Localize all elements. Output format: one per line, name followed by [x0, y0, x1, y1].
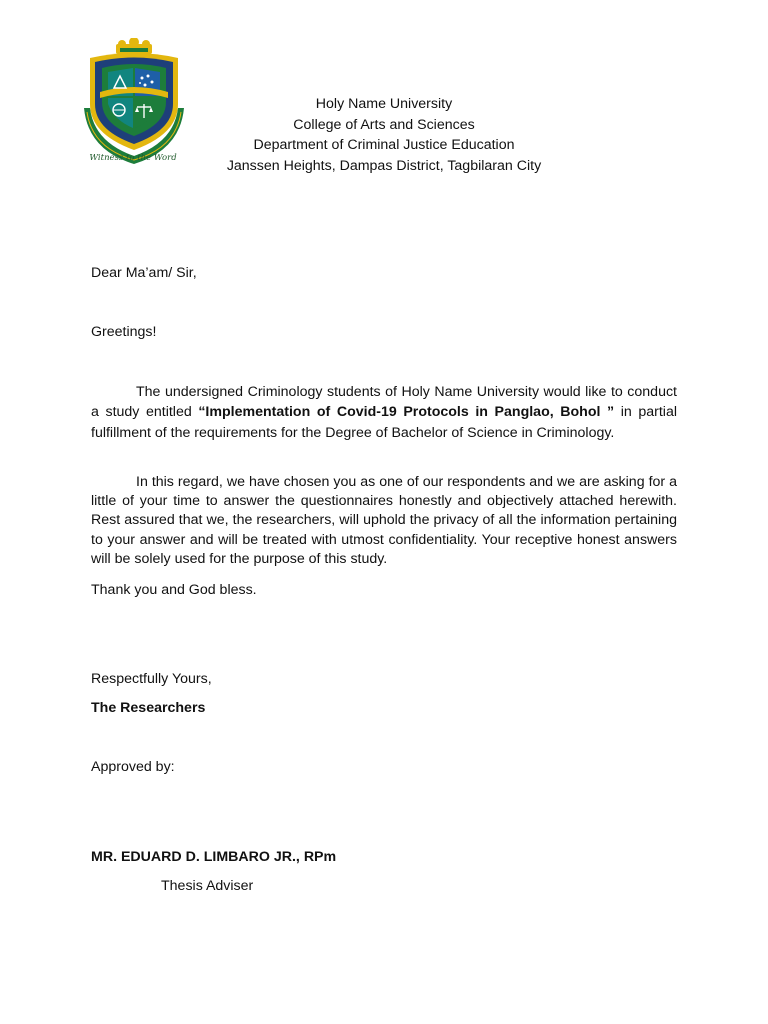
university-name: Holy Name University [315, 96, 453, 112]
greeting: Greetings! [91, 324, 157, 340]
address: Janssen Heights, Dampas District, Tagbilaran City [226, 157, 542, 174]
logo-motto: Witness to the Word [89, 153, 177, 163]
adviser-title: Thesis Adviser [161, 878, 254, 894]
adviser-name: MR. EDUARD D. LIMBARO JR., RPm [91, 849, 337, 865]
university-logo [82, 38, 186, 172]
paragraph-respondents-text: In this regard, we have chosen you as one of our respondents and we are asking for a little of your time to answer the questionnaires honestly and objectively attached herewith. Rest assured that we, the researchers, will uphold the privacy of all the information pertaining to your answer and will be treated with utmost confidentiality. Your receptive honest answers will be solely used for the purpose of this study. [91, 474, 677, 567]
paragraph-study [91, 382, 677, 443]
paragraph-study-intro: The undersigned Criminology students of Holy Name University would like to conduct a study entitled [91, 384, 677, 421]
closing: Respectfully Yours, [91, 671, 212, 687]
study-title: “Implementation of Covid-19 Protocols in Panglao, Bohol ” [198, 404, 615, 421]
thanks-line: Thank you and God bless. [91, 582, 257, 598]
signatory: The Researchers [91, 700, 206, 716]
department-name: Department of Criminal Justice Education [253, 137, 515, 153]
salutation: Dear Ma’am/ Sir, [91, 265, 197, 281]
crown-icon [116, 38, 152, 54]
approved-label: Approved by: [91, 759, 175, 775]
paragraph-respondents [91, 473, 677, 569]
college-name: College of Arts and Sciences [293, 116, 475, 133]
letterhead [200, 94, 568, 176]
paragraph-study-outro: in partial fulfillment of the requirements for the Degree of Bachelor of Science in Criminology. [91, 404, 678, 441]
